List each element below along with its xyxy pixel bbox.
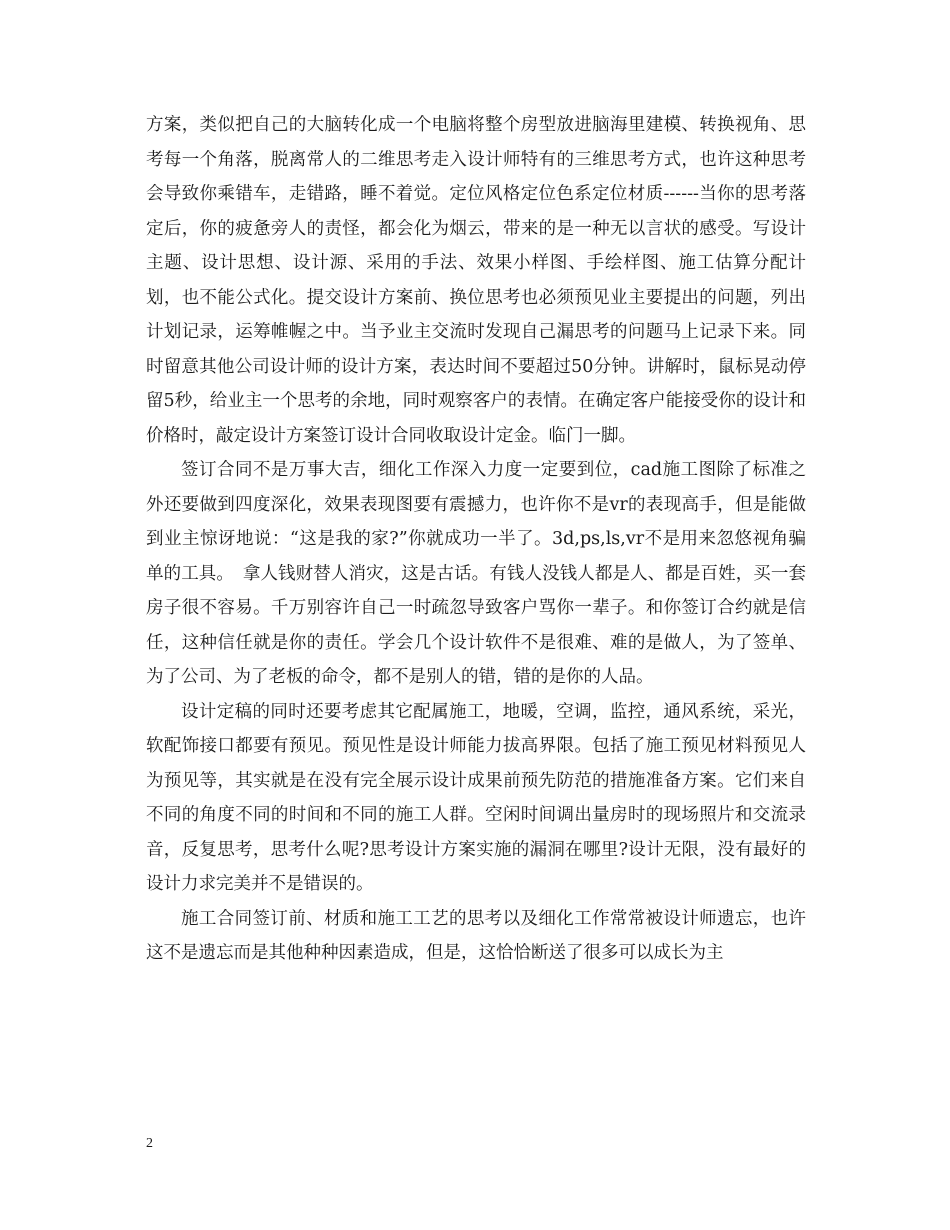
paragraph-3: 设计定稿的同时还要考虑其它配属施工，地暖，空调，监控，通风系统，采光，软配饰接口都要有预见。预见性是设计师能力拔高界限。包括了施工预见材料预见人为预见等，其实就是在没有完全展示设计成果前预先防范的措施准备方案。它们来自不同的角度不同的时间和不同的施工人群。空闲时间调出量房时的现场照片和交流录音，反复思考，思考什么呢?思考设计方案实施的漏洞在哪里?设计无限，没有最好的设计力求完美并不是错误的。 <box>146 701 806 894</box>
paragraph-1: 方案，类似把自己的大脑转化成一个电脑将整个房型放进脑海里建模、转换视角、思考每一个角落，脱离常人的二维思考走入设计师特有的三维思考方式，也许这种思考会导致你乘错车，走错路，睡不着觉。定位风格定位色系定位材质------当你的思考落定后，你的疲惫旁人的责怪，都会化为烟云，带来的是一种无以言状的感受。写设计主题、设计思想、设计源、采用的手法、效果小样图、手绘样图、施工估算分配计划，也不能公式化。提交设计方案前、换位思考也必须预见业主要提出的问题，列出计划记录，运筹帷幄之中。当予业主交流时发现自己漏思考的问题马上记录下来。同时留意其他公司设计师的设计方案，表达时间不要超过50分钟。讲解时，鼠标晃动停留5秒，给业主一个思考的余地，同时观察客户的表情。在确定客户能接受你的设计和价格时，敲定设计方案签订设计合同收取设计定金。临门一脚。 <box>146 115 806 446</box>
page-number: 2 <box>146 1136 153 1151</box>
paragraph-4: 施工合同签订前、材质和施工工艺的思考以及细化工作常常被设计师遗忘，也许这不是遗忘而是其他种种因素造成，但是，这恰恰断送了很多可以成长为主 <box>146 908 806 963</box>
body-text <box>146 108 806 971</box>
paragraph-2: 签订合同不是万事大吉，细化工作深入力度一定要到位，cad施工图除了标准之外还要做到四度深化，效果表现图要有震撼力，也许你不是vr的表现高手，但是能做到业主惊讶地说：“这是我的家?”你就成功一半了。3d,ps,ls,vr不是用来忽悠视角骗单的工具。 拿人钱财替人消灾，这是古话。有钱人没钱人都是人、都是百姓，买一套房子很不容易。千万别容许自己一时疏忽导致客户骂你一辈子。和你签订合约就是信任，这种信任就是你的责任。学会几个设计软件不是很难、难的是做人，为了签单、为了公司、为了老板的命令，都不是别人的错，错的是你的人品。 <box>146 460 806 687</box>
